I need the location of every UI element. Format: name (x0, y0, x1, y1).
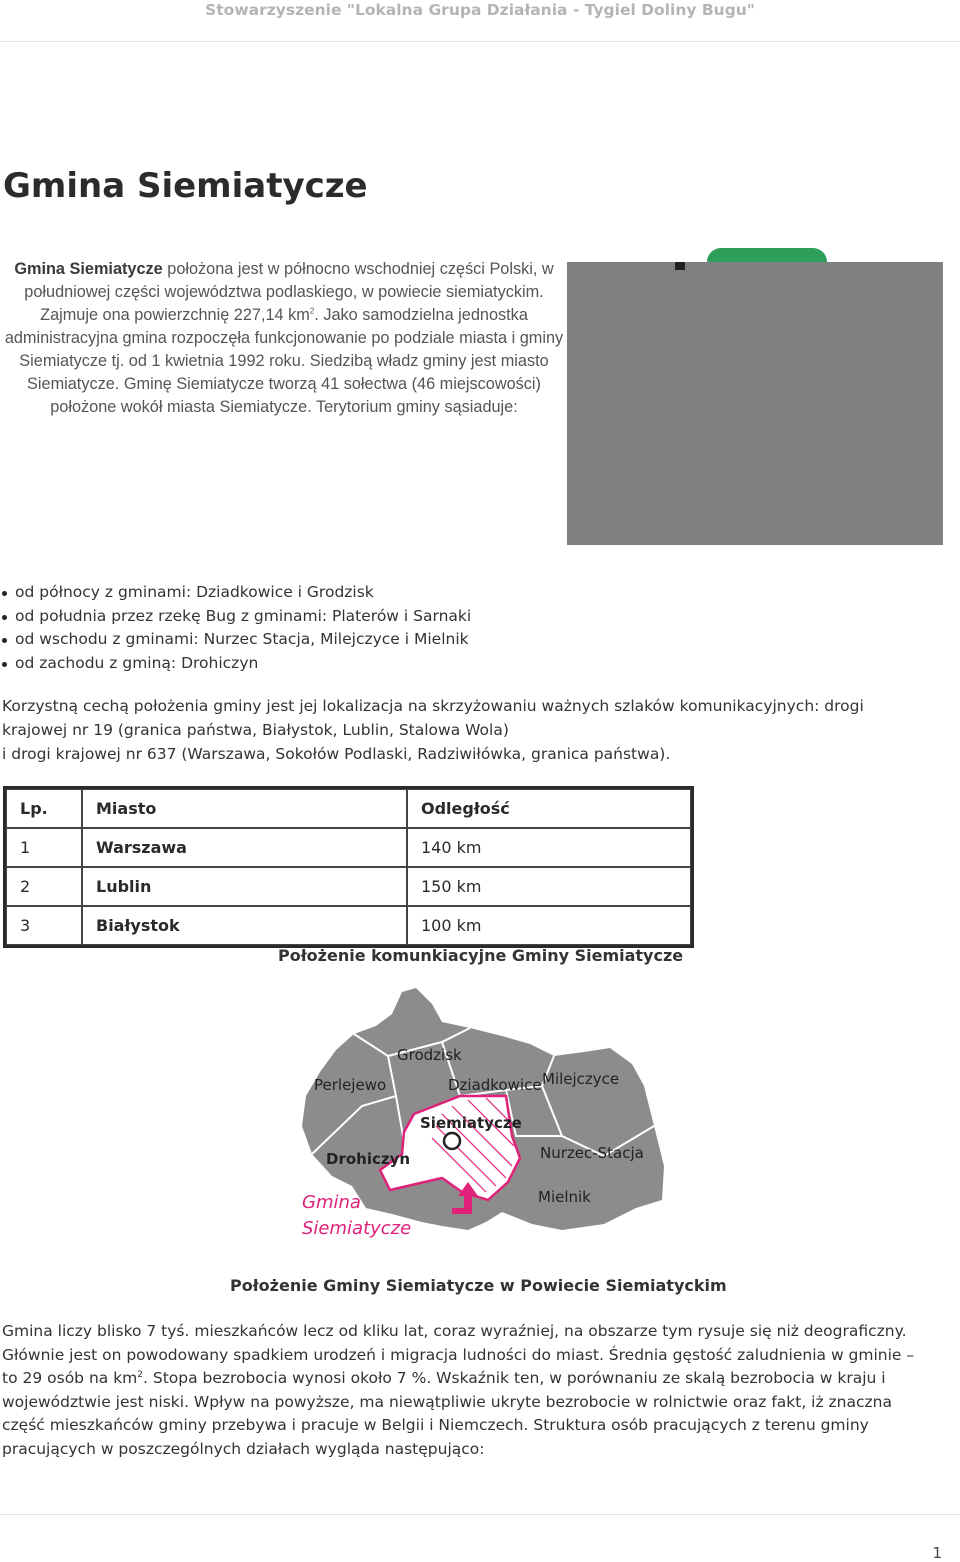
cell-lp: 1 (6, 828, 82, 867)
footer-divider (0, 1514, 960, 1515)
map-label-mielnik: Mielnik (538, 1188, 591, 1206)
page-number: 1 (932, 1544, 942, 1562)
siemiatycze-town-marker (444, 1133, 460, 1149)
intro-paragraph (4, 258, 564, 419)
page-title: Gmina Siemiatycze (3, 166, 368, 206)
paragraph-line: Głównie jest on powodowany spadkiem urodzeń i migracja ludności do miast. Średnia gęstość zaludnienia w gminie – (2, 1345, 915, 1364)
neighbors-list (2, 581, 471, 676)
intro-lead: Gmina Siemiatycze (14, 260, 163, 278)
paragraph-line: krajowej nr 19 (granica państwa, Białystok, Lublin, Stalowa Wola) (2, 721, 509, 739)
map-label-gmina: Gmina (302, 1192, 361, 1213)
cell-city: Warszawa (82, 828, 407, 867)
list-item: od wschodu z gminami: Nurzec Stacja, Milejczyce i Mielnik (2, 628, 471, 652)
header-divider (0, 41, 960, 42)
intro-sup: 2 (309, 306, 315, 316)
cell-lp: 2 (6, 867, 82, 906)
map-label-grodzisk: Grodzisk (397, 1046, 462, 1064)
cell-distance: 100 km (407, 906, 691, 945)
table-row (6, 828, 691, 867)
map-caption: Położenie Gminy Siemiatycze w Powiecie Siemiatyckim (230, 1276, 727, 1295)
region-map-image (567, 248, 943, 545)
map-label-dziadkowice: Dziadkowice (448, 1076, 542, 1094)
map-label-gmina-name: Siemiatycze (302, 1218, 412, 1239)
paragraph-line (2, 1367, 958, 1391)
paragraph-line: i drogi krajowej nr 637 (Warszawa, Sokołów Podlaski, Radziwiłówka, granica państwa). (2, 745, 671, 763)
map-image-green-area (707, 248, 827, 262)
table-row (6, 867, 691, 906)
map-label-perlejewo: Perlejewo (314, 1076, 387, 1094)
intro-text-2: . Jako samodzielna jednostka administracyjna gmina rozpoczęła funkcjonowanie po podziale miasta i gminy Siemiatycze tj. od 1 kwietnia 1992 roku. Siedzibą władz gminy jest miasto Siemiatycze. Gminę Siemiatycze tworzą 41 sołectwa (46 miejscowości) położone wokół miasta Siemiatycze. Terytorium gminy sąsiaduje: (4, 306, 564, 416)
paragraph-line: Korzystną cechą położenia gminy jest jej lokalizacja na skrzyżowaniu ważnych szlaków komunikacyjnych: drogi (2, 697, 864, 715)
map-label-milejczyce: Milejczyce (542, 1070, 620, 1088)
intro-text-1: położona jest w północno wschodniej części Polski, w południowej części województwa podlaskiego, w powiecie siemiatyckim. Zajmuje ona powierzchnię 227,14 km (24, 260, 554, 324)
county-map (292, 986, 672, 1246)
table-caption: Położenie komunkiacyjne Gminy Siemiatycze (278, 946, 684, 965)
list-item: od zachodu z gminą: Drohiczyn (2, 652, 471, 676)
map-label-drohiczyn: Drohiczyn (326, 1150, 411, 1168)
paragraph-line: pracujących w poszczególnych działach wygląda następująco: (2, 1439, 485, 1458)
cell-city: Lublin (82, 867, 407, 906)
map-label-nurzec: Nurzec-Stacja (540, 1144, 644, 1162)
header-cell-city: Miasto (82, 789, 407, 828)
cell-lp: 3 (6, 906, 82, 945)
population-paragraph (2, 1320, 958, 1461)
map-image-mark (675, 262, 685, 270)
paragraph-line: województwie jest niski. Wpływ na powyższe, ma niewątpliwie ukryte bezrobocie w rolnictwie oraz fakt, iż znaczna (2, 1392, 892, 1411)
header-cell-lp: Lp. (6, 789, 82, 828)
density-text: to 29 osób na km (2, 1369, 138, 1387)
document-header: Stowarzyszenie "Lokalna Grupa Działania - Tygiel Doliny Bugu" (205, 1, 755, 19)
paragraph-line: część mieszkańców gminy przebywa i pracuje w Belgii i Niemczech. Struktura osób pracujących z terenu gminy (2, 1416, 869, 1434)
header-cell-distance: Odległość (407, 789, 691, 828)
table-header-row (6, 789, 691, 828)
cell-city: Białystok (82, 906, 407, 945)
cell-distance: 140 km (407, 828, 691, 867)
paragraph-line: Gmina liczy blisko 7 tyś. mieszkańców lecz od kliku lat, coraz wyraźniej, na obszarze tym rysuje się niż deograficzny. (2, 1322, 907, 1340)
distance-table (3, 786, 694, 948)
table-row (6, 906, 691, 945)
map-label-siemiatycze: Siemiatycze (420, 1114, 522, 1132)
cell-distance: 150 km (407, 867, 691, 906)
list-item: od północy z gminami: Dziadkowice i Grodzisk (2, 581, 471, 605)
density-sup: 2 (137, 1369, 144, 1380)
location-paragraph (2, 694, 958, 766)
list-item: od południa przez rzekę Bug z gminami: Platerów i Sarnaki (2, 605, 471, 629)
unemployment-text: . Stopa bezrobocia wynosi około 7 %. Wskaźnik ten, w porównaniu ze skalą bezrobocia w kraju i (143, 1369, 886, 1387)
